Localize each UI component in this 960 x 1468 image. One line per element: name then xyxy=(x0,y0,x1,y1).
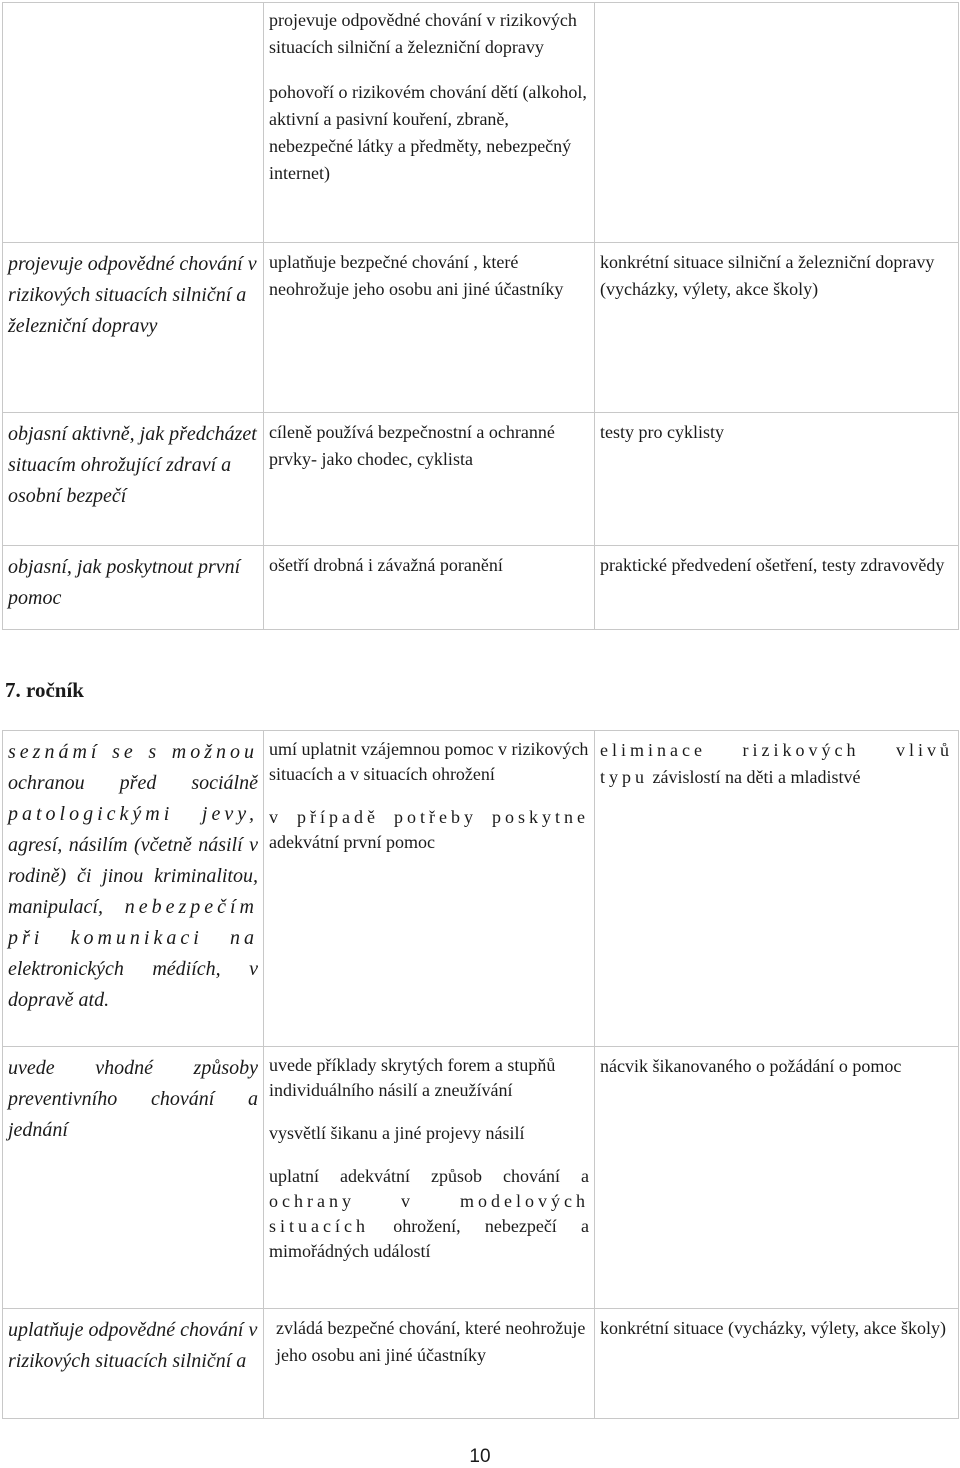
competence-text: elektronických médiích, v dopravě atd. xyxy=(8,958,258,1011)
table-row xyxy=(3,243,959,413)
expected-outcome-text: zvládá bezpečné chování, které neohrožuje jeho osobu ani jiné účastníky xyxy=(276,1318,586,1365)
expected-outcome-text: v případě potřeby poskytne xyxy=(269,807,589,827)
expected-outcome-text: pohovoří o rizikovém chování dětí (alkohol, aktivní a pasivní kouření, zbraně, nebezpečné látky a předměty, nebezpečný internet) xyxy=(269,82,587,183)
table-cell xyxy=(264,1047,595,1309)
activity-text: nácvik šikanovaného o požádání o pomoc xyxy=(600,1056,902,1076)
expected-outcome-text: ochrany v modelových situacích xyxy=(269,1191,589,1236)
table-cell xyxy=(3,1047,264,1309)
competence-text: uplatňuje odpovědné chování v rizikových situacích silniční a xyxy=(8,1319,258,1372)
table-row xyxy=(3,413,959,546)
expected-outcome-text: umí uplatnit vzájemnou pomoc v rizikových situacích a v situacích ohrožení xyxy=(269,739,589,784)
table-cell xyxy=(3,413,264,546)
table-cell xyxy=(3,1309,264,1419)
table-row xyxy=(3,1309,959,1419)
activity-text: konkrétní situace (vycházky, výlety, akce školy) xyxy=(600,1318,947,1338)
competence-text: objasní aktivně, jak předcházet situacím ohrožující zdraví a osobní bezpečí xyxy=(8,423,257,507)
table-row xyxy=(3,546,959,630)
activity-text: praktické předvedení ošetření, testy zdravovědy xyxy=(600,555,945,575)
expected-outcome-text: projevuje odpovědné chování v rizikových situacích silniční a železniční dopravy xyxy=(269,10,577,57)
expected-outcome-text: adekvátní první pomoc xyxy=(269,832,435,852)
table-cell xyxy=(264,731,595,1047)
competence-text: patologickými jevy, xyxy=(8,803,258,825)
table-row xyxy=(3,731,959,1047)
competence-text: ochranou před sociálně xyxy=(8,772,258,794)
competence-text: nebezpečím při komunikaci na xyxy=(8,896,258,949)
expected-outcome-text: vysvětlí šikanu a jiné projevy násilí xyxy=(269,1123,525,1143)
competence-text: projevuje odpovědné chování v rizikových situacích silniční a železniční dopravy xyxy=(8,253,257,337)
table-cell xyxy=(595,546,959,630)
expected-outcome-text: ošetří drobná i závažná poranění xyxy=(269,555,503,575)
table-cell xyxy=(264,546,595,630)
table-cell xyxy=(595,731,959,1047)
expected-outcome-text: uvede příklady skrytých forem a stupňů individuálního násilí a zneužívání xyxy=(269,1055,556,1100)
empty-cell xyxy=(3,3,264,243)
table-cell xyxy=(264,243,595,413)
competence-text: uvede vhodné způsoby preventivního chování a jednání xyxy=(8,1057,258,1141)
table-cell xyxy=(595,1309,959,1419)
expected-outcome-text: uplatňuje bezpečné chování , které neohrožuje jeho osobu ani jiné účastníky xyxy=(269,252,564,299)
competence-text: seznámí se s možnou xyxy=(8,741,258,763)
empty-cell xyxy=(595,3,959,243)
section-heading: 7. ročník xyxy=(5,678,84,702)
table-cell xyxy=(264,413,595,546)
competence-text: objasní, jak poskytnout první pomoc xyxy=(8,556,241,609)
expected-outcome-text: cíleně používá bezpečnostní a ochranné prvky- jako chodec, cyklista xyxy=(269,422,555,469)
expected-outcome-text: uplatní adekvátní způsob chování a xyxy=(269,1166,589,1186)
activity-text: závislostí na děti a mladistvé xyxy=(652,767,861,787)
table-cell xyxy=(595,1047,959,1309)
expected-outcome-text: ohrožení, nebezpečí a mimořádných událostí xyxy=(269,1216,589,1261)
table-cell xyxy=(595,243,959,413)
table-row xyxy=(3,3,959,243)
table-cell xyxy=(3,243,264,413)
table-cell xyxy=(595,413,959,546)
competence-text: agresí, násilím (včetně násilí v rodině) či jinou kriminalitou, manipulací, xyxy=(8,834,258,918)
table-cell xyxy=(264,3,595,243)
activity-text: eliminace rizikových vlivů typu xyxy=(600,740,953,787)
activity-text: konkrétní situace silniční a železniční dopravy (vycházky, výlety, akce školy) xyxy=(600,252,935,299)
table-row xyxy=(3,1047,959,1309)
curriculum-table-upper xyxy=(2,2,959,630)
table-cell xyxy=(264,1309,595,1419)
activity-text: testy pro cyklisty xyxy=(600,422,724,442)
table-cell xyxy=(3,546,264,630)
page-number: 10 xyxy=(469,1446,491,1467)
table-cell xyxy=(3,731,264,1047)
curriculum-table-grade-7 xyxy=(2,730,959,1419)
